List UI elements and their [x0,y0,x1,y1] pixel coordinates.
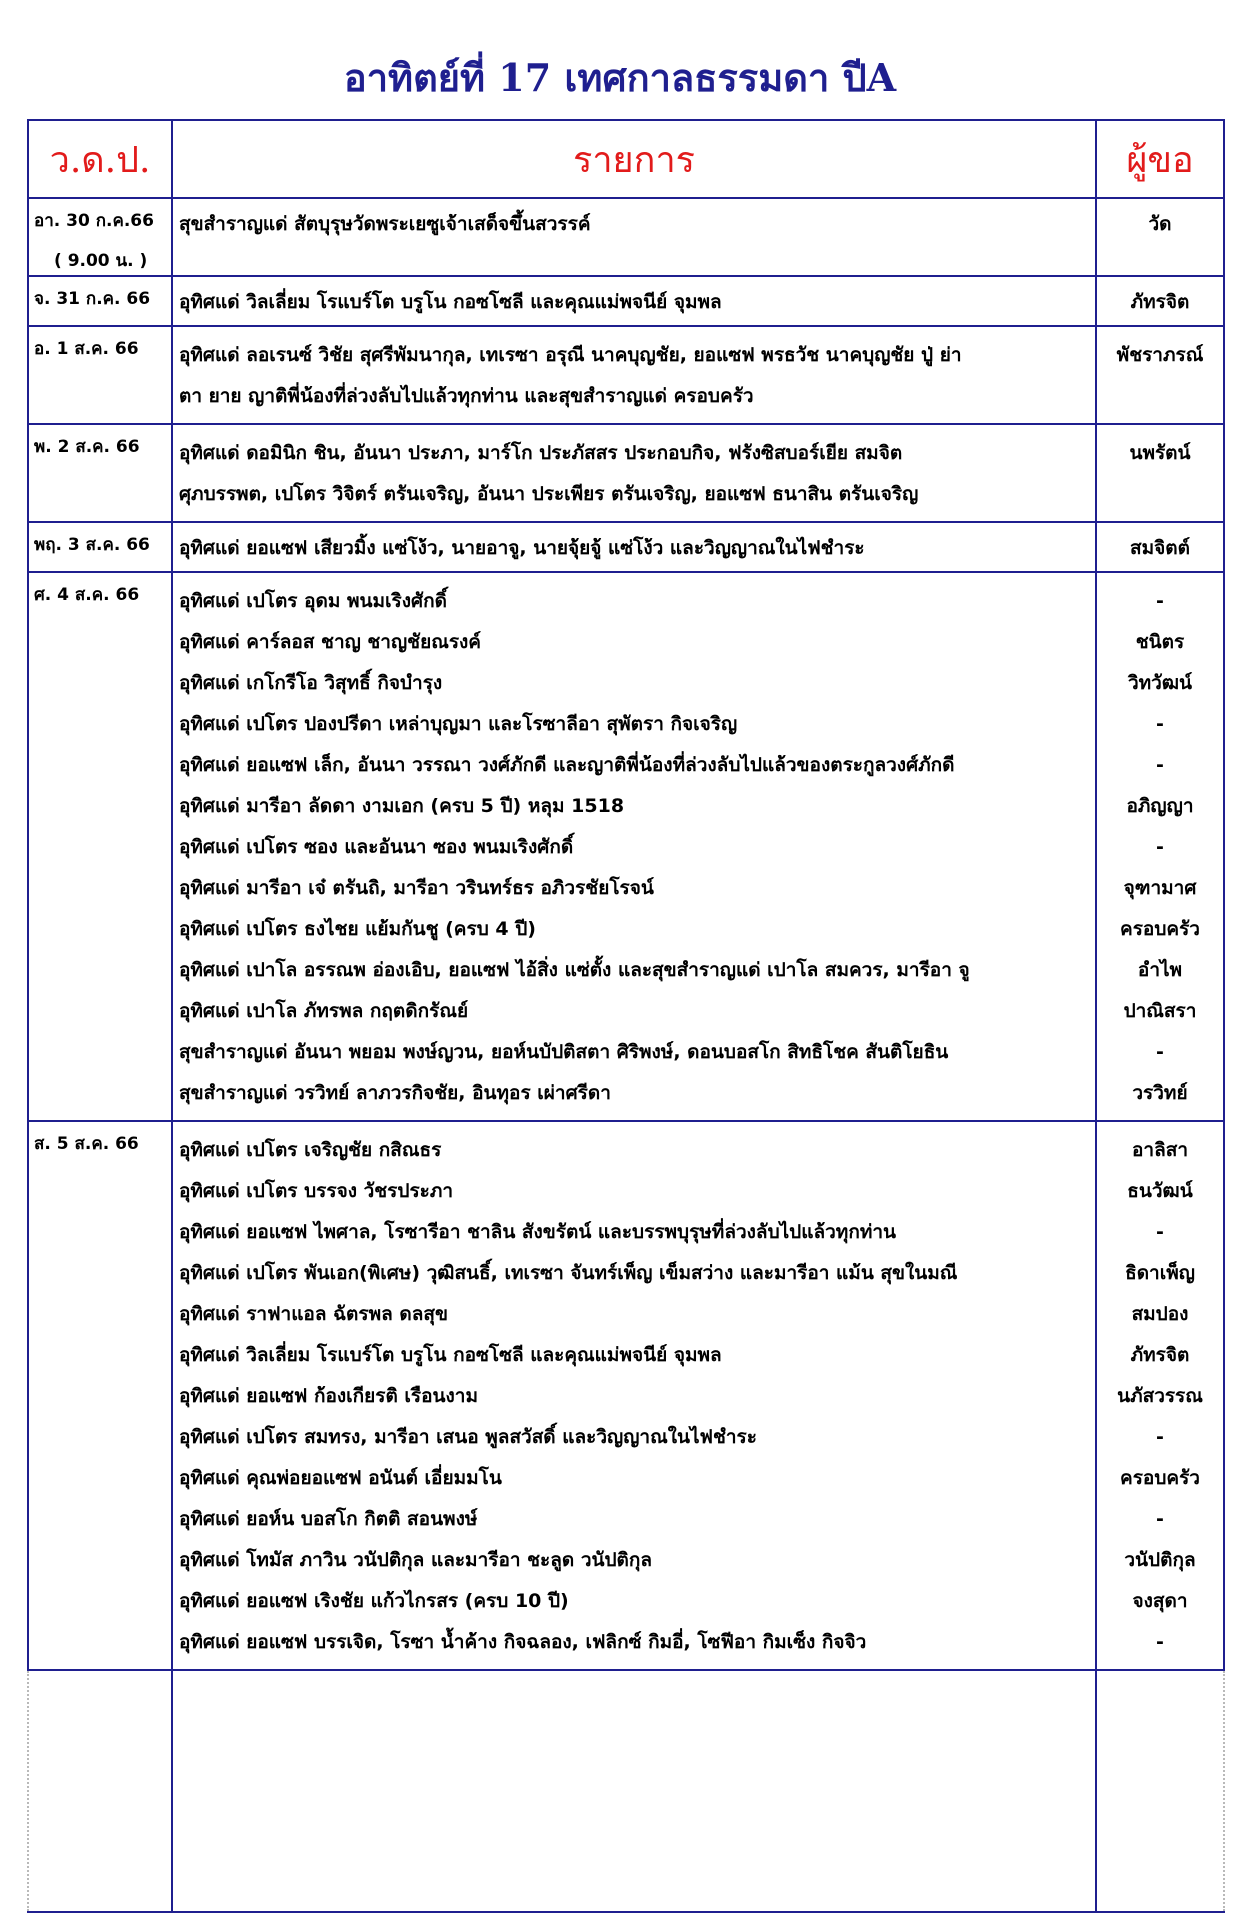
requester-name: ครอบครัว [1120,918,1200,940]
intention-line: อุทิศแด่ ลอเรนซ์ วิชัย สุศรีพัมนากุล, เทเรซา อรุณี นาคบุญชัย, ยอแซฟ พรธวัช นาคบุญชัย ปู่ ย่า [179,344,962,366]
table-row [28,1121,1224,1670]
intention-line: อุทิศแด่ เปโตร พันเอก(พิเศษ) วุฒิสนธิ์, เทเรซา จันทร์เพ็ญ เข็มสว่าง และมารีอา แม้น สุขในมณี [179,1262,958,1284]
items-cell [172,424,1096,522]
requester-name: ภัทรจิต [1130,1344,1190,1366]
requester-name: สมจิตต์ [1130,537,1190,559]
requester-name: นพรัตน์ [1129,442,1191,464]
row-date: อา. 30 ก.ค.66 [34,211,154,231]
requester-cell [1096,424,1224,522]
requester-name: วนัปติกุล [1124,1549,1196,1571]
date-cell [28,276,172,326]
intention-line: อุทิศแด่ มารีอา เจ๋ ตรันถิ, มารีอา วรินทร์ธร อภิวรชัยโรจน์ [179,877,654,899]
table-header-row [28,120,1224,198]
intention-line: สุขสำราญแด่ วรวิทย์ ลาภวรกิจชัย, อินทุอร เผ่าศรีดา [179,1082,611,1104]
intention-line: อุทิศแด่ เปาโล อรรณพ อ่องเอิบ, ยอแซฟ ไอ้สิ่ง แซ่ตั้ง และสุขสำราญแด่ เปาโล สมควร, มารีอา จู [179,959,970,981]
requester-name: วิทวัฒน์ [1127,672,1192,694]
requester-name: จงสุดา [1132,1590,1188,1612]
requester-name: ครอบครัว [1120,1467,1200,1489]
intention-line: สุขสำราญแด่ สัตบุรุษวัดพระเยซูเจ้าเสด็จขึ้นสวรรค์ [179,213,591,235]
requester-cell [1096,522,1224,572]
date-cell [28,326,172,424]
date-cell [28,424,172,522]
intention-line: อุทิศแด่ ยอแซฟ เล็ก, อันนา วรรณา วงศ์ภักดี และญาติพี่น้องที่ล่วงลับไปแล้วของตระกูลวงศ์ภักดี [179,754,955,776]
row-date: ส. 5 ส.ค. 66 [34,1134,139,1154]
date-cell [28,1121,172,1670]
intention-line: อุทิศแด่ ราฟาแอล ฉัตรพล ดลสุข [179,1303,448,1325]
requester-name: - [1156,713,1164,735]
requester-name: สมปอง [1131,1303,1189,1325]
intention-line: อุทิศแด่ ยอห์น บอสโก กิตติ สอนพงษ์ [179,1508,478,1530]
items-cell [172,198,1096,276]
requester-cell [1096,1121,1224,1670]
intention-line: อุทิศแด่ โทมัส ภาวิน วนัปติกุล และมารีอา ชะลูด วนัปติกุล [179,1549,653,1571]
table-row [28,276,1224,326]
items-cell [172,276,1096,326]
empty-row [28,1670,1224,1912]
intention-line: อุทิศแด่ เปโตร ธงไชย แย้มกันชู (ครบ 4 ปี) [179,918,536,940]
table-row [28,572,1224,1121]
intention-line: อุทิศแด่ เปโตร เจริญชัย กสิณธร [179,1139,442,1161]
requester-name: ชนิตร [1135,631,1185,653]
header-date: ว.ด.ป. [28,120,172,198]
requester-name: จุฑามาศ [1123,877,1197,899]
empty-cell [28,1670,172,1912]
intention-line: อุทิศแด่ เปโตร บรรจง วัชรประภา [179,1180,454,1202]
requester-name: ปาณิสรา [1123,1000,1197,1022]
requester-name: อำไพ [1137,959,1183,981]
intention-line: อุทิศแด่ มารีอา ลัดดา งามเอก (ครบ 5 ปี) หลุม 1518 [179,795,625,817]
requester-name: อาลิสา [1132,1139,1188,1161]
intention-line: อุทิศแด่ เปโตร สมทรง, มารีอา เสนอ พูลสวัสดิ์ และวิญญาณในไฟชำระ [179,1426,757,1448]
table-row [28,424,1224,522]
requester-name: พัชราภรณ์ [1116,344,1204,366]
empty-cell [172,1670,1096,1912]
intention-line: อุทิศแด่ ดอมินิก ชิน, อันนา ประภา, มาร์โก ประภัสสร ประกอบกิจ, ฟรังซิสบอร์เยีย สมจิต [179,442,903,464]
intention-line: อุทิศแด่ เกโกรีโอ วิสุทธิ์ กิจบำรุง [179,672,443,694]
intention-line: อุทิศแด่ เปโตร ปองปรีดา เหล่าบุญมา และโรซาลีอา สุพัตรา กิจเจริญ [179,713,738,735]
requester-name: - [1156,1631,1164,1653]
table-row [28,198,1224,276]
intention-line: อุทิศแด่ เปาโล ภัทรพล กฤตดิกรัณย์ [179,1000,469,1022]
intention-line: อุทิศแด่ วิลเลี่ยม โรแบร์โต บรูโน กอซโซลี และคุณแม่พจนีย์ จุมพล [179,1344,722,1366]
row-date: จ. 31 ก.ค. 66 [34,289,151,309]
mass-intentions-table [27,119,1225,1913]
requester-name: ภัทรจิต [1130,291,1190,313]
requester-name: ธนวัฒน์ [1127,1180,1193,1202]
requester-name: - [1156,1426,1164,1448]
items-cell [172,522,1096,572]
intention-line: อุทิศแด่ ยอแซฟ เริงชัย แก้วไกรสร (ครบ 10 ปี) [179,1590,569,1612]
items-cell [172,572,1096,1121]
page-title: อาทิตย์ที่ 17 เทศกาลธรรมดา ปีA [343,55,897,100]
header-item: รายการ [172,120,1096,198]
date-cell [28,522,172,572]
items-cell [172,1121,1096,1670]
requester-name: - [1156,836,1164,858]
intention-line: อุทิศแด่ วิลเลี่ยม โรแบร์โต บรูโน กอซโซลี และคุณแม่พจนีย์ จุมพล [179,291,722,313]
row-date: อ. 1 ส.ค. 66 [34,339,139,359]
requester-cell [1096,572,1224,1121]
requester-name: อภิญญา [1126,795,1194,817]
intention-line: อุทิศแด่ ยอแซฟ เสียวมิ้ง แซ่โง้ว, นายอาจู, นายจุ้ยจู้ แซ่โง้ว และวิญญาณในไฟชำระ [179,537,865,559]
date-cell [28,572,172,1121]
intention-line: ศุภบรรพต, เปโตร วิจิตร์ ตรันเจริญ, อันนา ประเพียร ตรันเจริญ, ยอแซฟ ธนาสิน ตรันเจริญ [179,483,919,505]
empty-cell [1096,1670,1224,1912]
requester-name: - [1156,1041,1164,1063]
row-date: พฤ. 3 ส.ค. 66 [34,535,150,555]
intention-line: อุทิศแด่ ยอแซฟ ไพศาล, โรซารีอา ชาลิน สังขรัตน์ และบรรพบุรุษที่ล่วงลับไปแล้วทุกท่าน [179,1221,897,1243]
intention-line: ตา ยาย ญาติพี่น้องที่ล่วงลับไปแล้วทุกท่าน และสุขสำราญแด่ ครอบครัว [179,385,754,407]
row-date: ศ. 4 ส.ค. 66 [34,585,140,605]
intention-line: อุทิศแด่ ยอแซฟ บรรเจิด, โรซา น้ำค้าง กิจฉลอง, เฟลิกซ์ กิมอี่, โซฟีอา กิมเซ็ง กิจจิว [179,1631,867,1653]
intention-line: อุทิศแด่ ยอแซฟ ก้องเกียรติ เรือนงาม [179,1385,478,1407]
requester-name: - [1156,754,1164,776]
row-time: ( 9.00 น. ) [54,251,148,271]
intention-line: สุขสำราญแด่ อันนา พยอม พงษ์ญวน, ยอห์นบัปติสตา ศิริพงษ์, ดอนบอสโก สิทธิโชค สันติโยธิน [179,1041,949,1063]
intention-line: อุทิศแด่ คุณพ่อยอแซฟ อนันต์ เอี่ยมมโน [179,1467,502,1489]
requester-name: - [1156,1508,1164,1530]
requester-cell [1096,326,1224,424]
row-date: พ. 2 ส.ค. 66 [34,437,140,457]
requester-name: วรวิทย์ [1132,1082,1188,1104]
date-cell [28,198,172,276]
table-body [28,198,1224,1912]
intention-line: อุทิศแด่ เปโตร อุดม พนมเริงศักดิ์ [179,590,447,612]
intention-line: อุทิศแด่ เปโตร ซอง และอันนา ซอง พนมเริงศักดิ์ [179,836,574,858]
requester-name: - [1156,1221,1164,1243]
header-requester: ผู้ขอ [1096,120,1224,198]
intention-line: อุทิศแด่ คาร์ลอส ชาญ ชาญชัยณรงค์ [179,631,482,653]
requester-name: ธิดาเพ็ญ [1125,1262,1195,1284]
requester-name: - [1156,590,1164,612]
requester-cell [1096,276,1224,326]
requester-name: วัด [1148,213,1172,235]
table-row [28,326,1224,424]
items-cell [172,326,1096,424]
table-row [28,522,1224,572]
requester-name: นภัสวรรณ [1117,1385,1203,1407]
requester-cell [1096,198,1224,276]
